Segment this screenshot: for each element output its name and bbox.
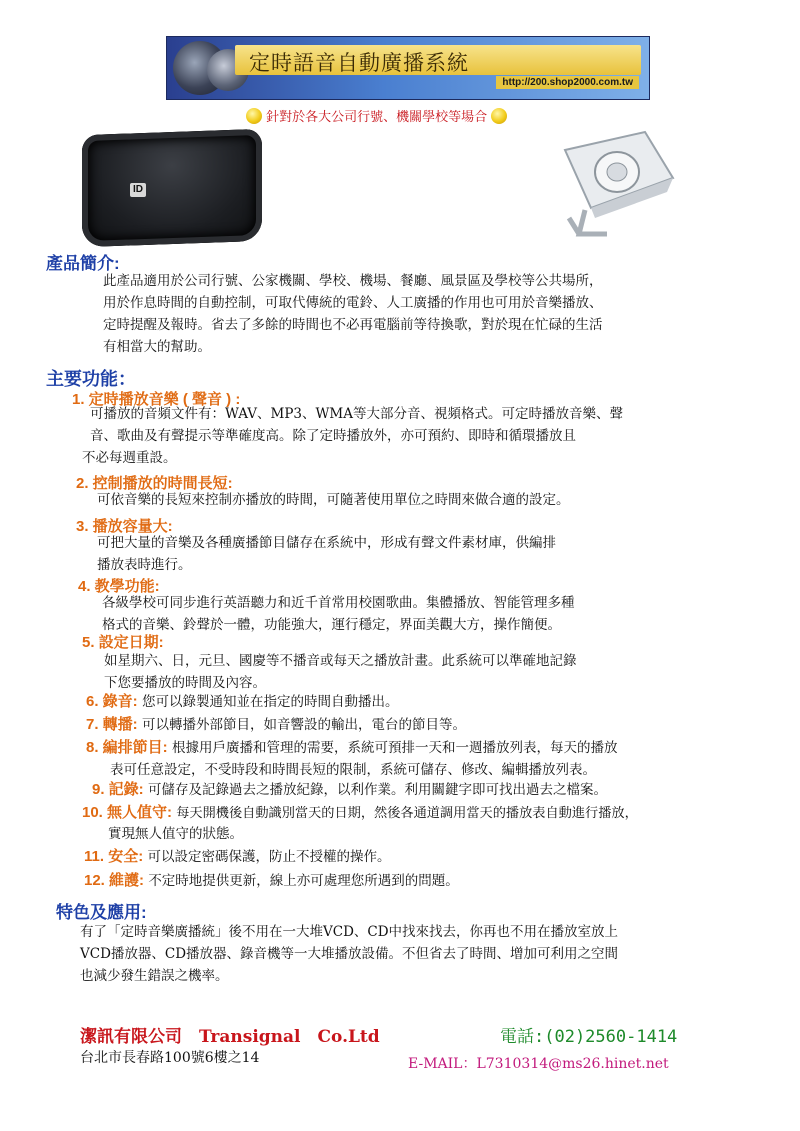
feature-text: 每天開機後自動識別當天的日期，然後各通道調用當天的播放表自動進行播放， [176, 806, 638, 821]
phone-number[interactable]: 電話:(02)2560-1414 [500, 1027, 678, 1047]
speaker-logo: ID [130, 183, 146, 197]
feature-line: 下您要播放的時間及內容。 [104, 675, 266, 691]
feature-row [86, 714, 466, 736]
feature-text: 可儲存及記錄過去之播放紀錄，以利作業。利用關鍵字即可找出過去之檔案。 [147, 782, 607, 798]
feature-title: 3. 播放容量大: [76, 518, 173, 535]
feature-text: 可以設定密碼保護，防止不授權的操作。 [147, 849, 391, 865]
intro-line: 此產品適用於公司行號、公家機關、學校、機場、餐廳、風景區及學校等公共場所， [103, 273, 603, 289]
horn-speaker-image [555, 130, 680, 240]
feature-title: 9. 記錄: [92, 781, 144, 798]
feature-line: 可依音樂的長短來控制亦播放的時間，可隨著使用單位之時間來做合適的設定。 [97, 492, 570, 508]
feature-line: 表可任意設定，不受時段和時間長短的限制，系統可儲存、修改、編輯播放列表。 [110, 762, 596, 778]
applications-body [80, 921, 618, 987]
feature-title: 8. 編排節目: [86, 739, 168, 756]
feature-title: 10. 無人值守: [82, 804, 173, 821]
applications-line: 有了「定時音樂廣播統」後不用在一大堆VCD、CD中找來找去，你再也不用在播放室放上 [80, 924, 619, 940]
feature-line: 如星期六、日，元旦、國慶等不播音或每天之播放計畫。此系統可以準確地記錄 [104, 653, 577, 669]
feature-body [82, 403, 623, 469]
feature-text: 不定時地提供更新，線上亦可處理您所遇到的問題。 [148, 873, 459, 889]
intro-line: 有相當大的幫助。 [103, 339, 211, 355]
feature-text: 根據用戶廣播和管理的需要，系統可預排一天和一週播放列表，每天的播放 [171, 740, 618, 756]
company-name: 潔訊有限公司 Transignal Co.Ltd [80, 1027, 380, 1047]
feature-title: 6. 錄音: [86, 693, 138, 710]
feature-body [104, 650, 577, 694]
intro-line: 定時提醒及報時。省去了多餘的時間也不必再電腦前等待換歌，對於現在忙碌的生活 [103, 317, 603, 333]
feature-row [82, 802, 638, 825]
feature-title: 2. 控制播放的時間長短: [76, 475, 233, 492]
feature-title: 5. 設定日期: [82, 634, 164, 651]
feature-title: 11. 安全: [84, 848, 144, 865]
applications-line: VCD播放器、CD播放器、錄音機等一大堆播放設備。不但省去了時間、增加可利用之空間 [80, 946, 619, 962]
wall-speaker-image [82, 129, 262, 247]
feature-title: 12. 維護: [84, 872, 145, 889]
feature-title: 7. 轉播: [86, 716, 138, 733]
feature-row [84, 870, 459, 892]
feature-line: 格式的音樂、鈴聲於一體，功能強大，運行穩定，界面美觀大方，操作簡便。 [102, 617, 561, 633]
intro-line: 用於作息時間的自動控制，可取代傳統的電鈴、人工廣播的作用也可用於音樂播放、 [103, 295, 603, 311]
tagline [246, 106, 507, 125]
tagline-text: 針對於各大公司行號、機關學校等場合 [266, 110, 488, 125]
feature-title: 1. 定時播放音樂 ( 聲音 ) : [72, 391, 241, 408]
feature-title: 4. 教學功能: [78, 578, 160, 595]
feature-line: 可播放的音頻文件有：WAV、MP3、WMA等大部分音、視頻格式。可定時播放音樂、聲 [90, 406, 623, 422]
banner-url[interactable]: http://200.shop2000.com.tw [496, 76, 639, 89]
feature-row [84, 846, 390, 868]
bulb-icon [246, 108, 262, 124]
feature-body [102, 592, 575, 636]
feature-row [86, 737, 617, 759]
banner-title: 定時語音自動廣播系統 [249, 51, 469, 75]
feature-row [86, 691, 398, 713]
header-banner [166, 36, 650, 100]
feature-text: 可以轉播外部節目，如音響設的輸出，電台的節目等。 [141, 717, 466, 733]
intro-body [103, 270, 603, 358]
feature-line: 不必每週重設。 [82, 450, 177, 466]
feature-line: 各級學校可同步進行英語聽力和近千首常用校園歌曲。集體播放、智能管理多種 [102, 595, 575, 611]
intro-heading: 產品簡介: [46, 254, 120, 273]
feature-line: 實現無人值守的狀態。 [108, 826, 243, 842]
feature-body [97, 532, 556, 576]
email-link[interactable]: E-MAIL：L7310314@ms26.hinet.net [408, 1056, 669, 1072]
feature-body [97, 489, 570, 511]
bulb-icon [491, 108, 507, 124]
address: 台北市長春路100號6樓之14 [80, 1050, 260, 1066]
feature-row [92, 779, 607, 801]
features-heading: 主要功能： [46, 369, 136, 389]
feature-line: 播放表時進行。 [97, 557, 192, 573]
feature-line: 音、歌曲及有聲提示等準確度高。除了定時播放外，亦可預約、即時和循環播放且 [90, 428, 576, 444]
feature-text: 您可以錄製通知並在指定的時間自動播出。 [141, 694, 399, 710]
feature-line: 可把大量的音樂及各種廣播節目儲存在系統中，形成有聲文件素材庫，供編排 [97, 535, 556, 551]
applications-heading: 特色及應用: [56, 903, 147, 922]
applications-line: 也減少發生錯誤之機率。 [80, 968, 229, 984]
